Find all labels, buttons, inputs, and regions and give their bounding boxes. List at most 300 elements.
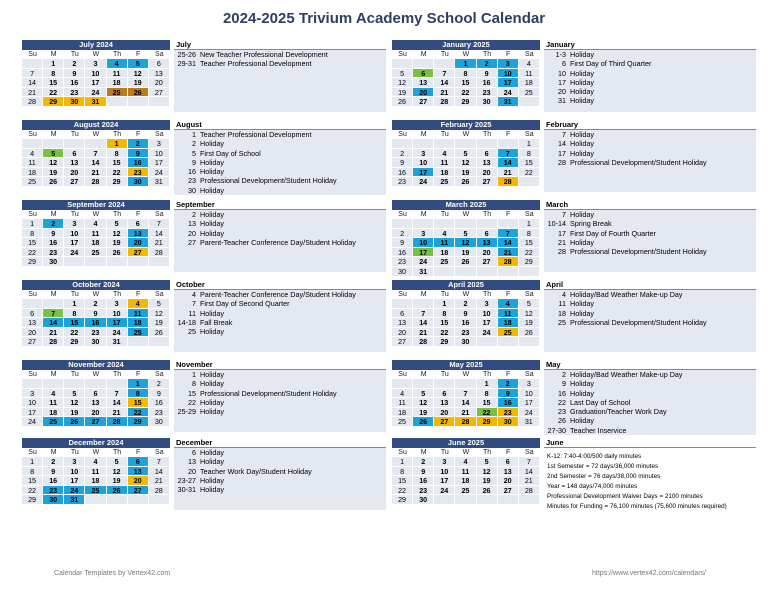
day-cell[interactable]: 16 <box>498 398 519 408</box>
day-cell[interactable]: 19 <box>107 476 128 486</box>
day-cell[interactable]: 11 <box>85 467 106 477</box>
day-cell[interactable]: 6 <box>128 219 149 229</box>
day-cell[interactable]: 28 <box>107 417 128 427</box>
day-cell[interactable]: 12 <box>64 398 85 408</box>
day-cell[interactable]: 26 <box>107 248 128 258</box>
day-cell[interactable]: 13 <box>128 229 149 239</box>
day-cell[interactable]: 4 <box>434 149 455 159</box>
day-cell[interactable]: 16 <box>477 78 498 88</box>
day-cell[interactable]: 21 <box>22 88 43 98</box>
day-cell[interactable]: 26 <box>107 486 128 496</box>
day-cell[interactable]: 29 <box>64 337 85 347</box>
day-cell[interactable]: 26 <box>477 486 498 496</box>
day-cell[interactable]: 22 <box>43 88 64 98</box>
day-cell[interactable]: 18 <box>434 168 455 178</box>
day-cell[interactable]: 16 <box>43 476 64 486</box>
day-cell[interactable]: 11 <box>434 158 455 168</box>
day-cell[interactable]: 23 <box>392 257 413 267</box>
day-cell[interactable]: 11 <box>43 398 64 408</box>
day-cell[interactable]: 1 <box>519 219 540 229</box>
day-cell[interactable]: 14 <box>22 78 43 88</box>
day-cell[interactable]: 3 <box>149 139 170 149</box>
day-cell[interactable]: 10 <box>64 229 85 239</box>
day-cell[interactable]: 24 <box>64 486 85 496</box>
day-cell[interactable]: 18 <box>128 318 149 328</box>
day-cell[interactable]: 24 <box>85 88 106 98</box>
day-cell[interactable]: 17 <box>413 168 434 178</box>
day-cell[interactable]: 28 <box>43 337 64 347</box>
day-cell[interactable]: 24 <box>477 328 498 338</box>
day-cell[interactable]: 28 <box>519 486 540 496</box>
day-cell[interactable]: 18 <box>107 78 128 88</box>
day-cell[interactable]: 20 <box>413 88 434 98</box>
day-cell[interactable]: 18 <box>43 408 64 418</box>
day-cell[interactable]: 14 <box>413 318 434 328</box>
day-cell[interactable]: 7 <box>107 389 128 399</box>
day-cell[interactable]: 2 <box>498 379 519 389</box>
day-cell[interactable]: 19 <box>392 88 413 98</box>
day-cell[interactable]: 2 <box>477 59 498 69</box>
day-cell[interactable]: 22 <box>434 328 455 338</box>
day-cell[interactable]: 22 <box>128 408 149 418</box>
day-cell[interactable]: 16 <box>413 476 434 486</box>
day-cell[interactable]: 24 <box>64 248 85 258</box>
day-cell[interactable]: 24 <box>107 328 128 338</box>
day-cell[interactable]: 14 <box>434 78 455 88</box>
day-cell[interactable]: 10 <box>413 238 434 248</box>
day-cell[interactable]: 14 <box>149 229 170 239</box>
day-cell[interactable]: 19 <box>477 476 498 486</box>
day-cell[interactable]: 10 <box>149 149 170 159</box>
footer-right[interactable]: https://www.vertex42.com/calendars/ <box>592 570 706 577</box>
day-cell[interactable]: 20 <box>22 328 43 338</box>
day-cell[interactable]: 6 <box>64 149 85 159</box>
day-cell[interactable]: 16 <box>128 158 149 168</box>
day-cell[interactable]: 16 <box>149 398 170 408</box>
day-cell[interactable]: 5 <box>107 457 128 467</box>
day-cell[interactable]: 7 <box>149 457 170 467</box>
day-cell[interactable]: 7 <box>455 389 476 399</box>
day-cell[interactable]: 15 <box>434 318 455 328</box>
day-cell[interactable]: 28 <box>434 97 455 107</box>
day-cell[interactable]: 28 <box>149 486 170 496</box>
day-cell[interactable]: 3 <box>477 299 498 309</box>
day-cell[interactable]: 2 <box>43 219 64 229</box>
day-cell[interactable]: 21 <box>455 408 476 418</box>
day-cell[interactable]: 14 <box>107 398 128 408</box>
day-cell[interactable]: 25 <box>85 486 106 496</box>
day-cell[interactable]: 26 <box>455 257 476 267</box>
day-cell[interactable]: 7 <box>498 229 519 239</box>
day-cell[interactable]: 5 <box>107 219 128 229</box>
day-cell[interactable]: 4 <box>455 457 476 467</box>
day-cell[interactable]: 30 <box>85 337 106 347</box>
day-cell[interactable]: 15 <box>107 158 128 168</box>
day-cell[interactable]: 25 <box>85 248 106 258</box>
day-cell[interactable]: 13 <box>498 467 519 477</box>
day-cell[interactable]: 8 <box>519 229 540 239</box>
day-cell[interactable]: 1 <box>107 139 128 149</box>
day-cell[interactable]: 1 <box>22 219 43 229</box>
day-cell[interactable]: 4 <box>85 457 106 467</box>
day-cell[interactable]: 29 <box>43 97 64 107</box>
day-cell[interactable]: 26 <box>519 328 540 338</box>
day-cell[interactable]: 27 <box>477 257 498 267</box>
day-cell[interactable]: 12 <box>477 467 498 477</box>
day-cell[interactable]: 4 <box>519 59 540 69</box>
day-cell[interactable]: 28 <box>455 417 476 427</box>
day-cell[interactable]: 14 <box>85 158 106 168</box>
day-cell[interactable]: 5 <box>43 149 64 159</box>
day-cell[interactable]: 4 <box>498 299 519 309</box>
day-cell[interactable]: 21 <box>85 168 106 178</box>
day-cell[interactable]: 20 <box>477 168 498 178</box>
day-cell[interactable]: 12 <box>107 467 128 477</box>
day-cell[interactable]: 3 <box>413 229 434 239</box>
day-cell[interactable]: 21 <box>498 168 519 178</box>
day-cell[interactable]: 31 <box>149 177 170 187</box>
day-cell[interactable]: 24 <box>434 486 455 496</box>
day-cell[interactable]: 11 <box>392 398 413 408</box>
day-cell[interactable]: 25 <box>128 328 149 338</box>
day-cell[interactable]: 10 <box>64 467 85 477</box>
day-cell[interactable]: 10 <box>477 309 498 319</box>
day-cell[interactable]: 5 <box>519 299 540 309</box>
day-cell[interactable]: 26 <box>128 88 149 98</box>
day-cell[interactable]: 4 <box>107 59 128 69</box>
day-cell[interactable]: 30 <box>149 417 170 427</box>
day-cell[interactable]: 16 <box>64 78 85 88</box>
day-cell[interactable]: 25 <box>434 177 455 187</box>
day-cell[interactable]: 13 <box>477 238 498 248</box>
day-cell[interactable]: 23 <box>43 248 64 258</box>
day-cell[interactable]: 17 <box>519 398 540 408</box>
day-cell[interactable]: 3 <box>519 379 540 389</box>
day-cell[interactable]: 2 <box>392 229 413 239</box>
day-cell[interactable]: 6 <box>85 389 106 399</box>
day-cell[interactable]: 8 <box>64 309 85 319</box>
day-cell[interactable]: 21 <box>149 476 170 486</box>
day-cell[interactable]: 4 <box>128 299 149 309</box>
day-cell[interactable]: 28 <box>498 257 519 267</box>
day-cell[interactable]: 14 <box>519 467 540 477</box>
day-cell[interactable]: 2 <box>149 379 170 389</box>
day-cell[interactable]: 19 <box>149 318 170 328</box>
day-cell[interactable]: 2 <box>43 457 64 467</box>
day-cell[interactable]: 17 <box>64 476 85 486</box>
day-cell[interactable]: 9 <box>455 309 476 319</box>
day-cell[interactable]: 22 <box>22 486 43 496</box>
day-cell[interactable]: 3 <box>107 299 128 309</box>
day-cell[interactable]: 27 <box>22 337 43 347</box>
day-cell[interactable]: 12 <box>107 229 128 239</box>
day-cell[interactable]: 20 <box>392 328 413 338</box>
day-cell[interactable]: 10 <box>413 158 434 168</box>
day-cell[interactable]: 26 <box>455 177 476 187</box>
day-cell[interactable]: 19 <box>128 78 149 88</box>
day-cell[interactable]: 3 <box>22 389 43 399</box>
day-cell[interactable]: 10 <box>519 389 540 399</box>
day-cell[interactable]: 31 <box>64 495 85 505</box>
day-cell[interactable]: 29 <box>455 97 476 107</box>
day-cell[interactable]: 15 <box>43 78 64 88</box>
day-cell[interactable]: 10 <box>107 309 128 319</box>
day-cell[interactable]: 21 <box>43 328 64 338</box>
day-cell[interactable]: 30 <box>413 495 434 505</box>
day-cell[interactable]: 16 <box>392 168 413 178</box>
day-cell[interactable]: 26 <box>43 177 64 187</box>
day-cell[interactable]: 27 <box>413 97 434 107</box>
day-cell[interactable]: 10 <box>434 467 455 477</box>
day-cell[interactable]: 10 <box>22 398 43 408</box>
day-cell[interactable]: 25 <box>22 177 43 187</box>
day-cell[interactable]: 14 <box>498 238 519 248</box>
day-cell[interactable]: 15 <box>477 398 498 408</box>
day-cell[interactable]: 22 <box>107 168 128 178</box>
day-cell[interactable]: 2 <box>128 139 149 149</box>
day-cell[interactable]: 29 <box>22 495 43 505</box>
day-cell[interactable]: 30 <box>477 97 498 107</box>
day-cell[interactable]: 11 <box>455 467 476 477</box>
day-cell[interactable]: 15 <box>22 238 43 248</box>
day-cell[interactable]: 19 <box>64 408 85 418</box>
day-cell[interactable]: 9 <box>128 149 149 159</box>
day-cell[interactable]: 14 <box>498 158 519 168</box>
day-cell[interactable]: 2 <box>413 457 434 467</box>
day-cell[interactable]: 5 <box>64 389 85 399</box>
day-cell[interactable]: 31 <box>107 337 128 347</box>
day-cell[interactable]: 18 <box>22 168 43 178</box>
day-cell[interactable]: 25 <box>519 88 540 98</box>
day-cell[interactable]: 9 <box>392 158 413 168</box>
day-cell[interactable]: 13 <box>64 158 85 168</box>
day-cell[interactable]: 23 <box>149 408 170 418</box>
day-cell[interactable]: 2 <box>85 299 106 309</box>
day-cell[interactable]: 9 <box>392 238 413 248</box>
day-cell[interactable]: 8 <box>43 69 64 79</box>
day-cell[interactable]: 6 <box>413 69 434 79</box>
day-cell[interactable]: 20 <box>149 78 170 88</box>
day-cell[interactable]: 12 <box>519 309 540 319</box>
day-cell[interactable]: 9 <box>43 229 64 239</box>
day-cell[interactable]: 23 <box>498 408 519 418</box>
day-cell[interactable]: 23 <box>455 328 476 338</box>
day-cell[interactable]: 22 <box>519 248 540 258</box>
day-cell[interactable]: 12 <box>43 158 64 168</box>
day-cell[interactable]: 16 <box>392 248 413 258</box>
day-cell[interactable]: 17 <box>149 158 170 168</box>
day-cell[interactable]: 13 <box>434 398 455 408</box>
day-cell[interactable]: 17 <box>498 78 519 88</box>
day-cell[interactable]: 12 <box>413 398 434 408</box>
day-cell[interactable]: 28 <box>149 248 170 258</box>
day-cell[interactable]: 11 <box>519 69 540 79</box>
day-cell[interactable]: 22 <box>64 328 85 338</box>
day-cell[interactable]: 16 <box>455 318 476 328</box>
day-cell[interactable]: 3 <box>64 219 85 229</box>
day-cell[interactable]: 7 <box>149 219 170 229</box>
day-cell[interactable]: 1 <box>43 59 64 69</box>
day-cell[interactable]: 12 <box>149 309 170 319</box>
day-cell[interactable]: 23 <box>85 328 106 338</box>
day-cell[interactable]: 5 <box>149 299 170 309</box>
day-cell[interactable]: 9 <box>64 69 85 79</box>
day-cell[interactable]: 14 <box>455 398 476 408</box>
day-cell[interactable]: 15 <box>455 78 476 88</box>
day-cell[interactable]: 1 <box>64 299 85 309</box>
day-cell[interactable]: 20 <box>434 408 455 418</box>
day-cell[interactable]: 11 <box>498 309 519 319</box>
day-cell[interactable]: 26 <box>413 417 434 427</box>
day-cell[interactable]: 3 <box>64 457 85 467</box>
day-cell[interactable]: 15 <box>64 318 85 328</box>
day-cell[interactable]: 20 <box>85 408 106 418</box>
day-cell[interactable]: 30 <box>43 257 64 267</box>
day-cell[interactable]: 19 <box>519 318 540 328</box>
day-cell[interactable]: 1 <box>392 457 413 467</box>
day-cell[interactable]: 15 <box>392 476 413 486</box>
day-cell[interactable]: 31 <box>413 267 434 277</box>
day-cell[interactable]: 7 <box>519 457 540 467</box>
day-cell[interactable]: 4 <box>43 389 64 399</box>
day-cell[interactable]: 12 <box>392 78 413 88</box>
day-cell[interactable]: 1 <box>455 59 476 69</box>
day-cell[interactable]: 23 <box>392 177 413 187</box>
day-cell[interactable]: 6 <box>477 229 498 239</box>
day-cell[interactable]: 18 <box>434 248 455 258</box>
day-cell[interactable]: 29 <box>128 417 149 427</box>
day-cell[interactable]: 5 <box>477 457 498 467</box>
day-cell[interactable]: 31 <box>519 417 540 427</box>
day-cell[interactable]: 12 <box>455 158 476 168</box>
day-cell[interactable]: 1 <box>128 379 149 389</box>
day-cell[interactable]: 7 <box>498 149 519 159</box>
day-cell[interactable]: 1 <box>519 139 540 149</box>
day-cell[interactable]: 1 <box>22 457 43 467</box>
day-cell[interactable]: 6 <box>498 457 519 467</box>
day-cell[interactable]: 23 <box>64 88 85 98</box>
day-cell[interactable]: 20 <box>64 168 85 178</box>
day-cell[interactable]: 7 <box>22 69 43 79</box>
day-cell[interactable]: 7 <box>85 149 106 159</box>
day-cell[interactable]: 30 <box>43 495 64 505</box>
day-cell[interactable]: 3 <box>434 457 455 467</box>
day-cell[interactable]: 25 <box>434 257 455 267</box>
day-cell[interactable]: 11 <box>434 238 455 248</box>
day-cell[interactable]: 5 <box>413 389 434 399</box>
day-cell[interactable]: 27 <box>128 486 149 496</box>
day-cell[interactable]: 20 <box>128 476 149 486</box>
day-cell[interactable]: 7 <box>434 69 455 79</box>
day-cell[interactable]: 22 <box>392 486 413 496</box>
day-cell[interactable]: 28 <box>413 337 434 347</box>
day-cell[interactable]: 8 <box>519 149 540 159</box>
day-cell[interactable]: 23 <box>43 486 64 496</box>
day-cell[interactable]: 19 <box>43 168 64 178</box>
day-cell[interactable]: 24 <box>22 417 43 427</box>
day-cell[interactable]: 13 <box>413 78 434 88</box>
day-cell[interactable]: 25 <box>107 88 128 98</box>
day-cell[interactable]: 25 <box>498 328 519 338</box>
day-cell[interactable]: 13 <box>392 318 413 328</box>
day-cell[interactable]: 9 <box>498 389 519 399</box>
day-cell[interactable]: 9 <box>85 309 106 319</box>
day-cell[interactable]: 10 <box>498 69 519 79</box>
day-cell[interactable]: 5 <box>455 149 476 159</box>
day-cell[interactable]: 8 <box>455 69 476 79</box>
day-cell[interactable]: 5 <box>128 59 149 69</box>
day-cell[interactable]: 17 <box>413 248 434 258</box>
day-cell[interactable]: 2 <box>64 59 85 69</box>
day-cell[interactable]: 1 <box>434 299 455 309</box>
day-cell[interactable]: 17 <box>477 318 498 328</box>
day-cell[interactable]: 17 <box>22 408 43 418</box>
day-cell[interactable]: 7 <box>43 309 64 319</box>
day-cell[interactable]: 29 <box>107 177 128 187</box>
day-cell[interactable]: 21 <box>107 408 128 418</box>
day-cell[interactable]: 19 <box>413 408 434 418</box>
day-cell[interactable]: 10 <box>85 69 106 79</box>
day-cell[interactable]: 5 <box>455 229 476 239</box>
day-cell[interactable]: 6 <box>477 149 498 159</box>
day-cell[interactable]: 11 <box>22 158 43 168</box>
day-cell[interactable]: 18 <box>392 408 413 418</box>
day-cell[interactable]: 18 <box>455 476 476 486</box>
day-cell[interactable]: 12 <box>128 69 149 79</box>
day-cell[interactable]: 16 <box>85 318 106 328</box>
day-cell[interactable]: 24 <box>498 88 519 98</box>
day-cell[interactable]: 9 <box>149 389 170 399</box>
footer-left[interactable]: Calendar Templates by Vertex42.com <box>54 570 171 577</box>
day-cell[interactable]: 19 <box>455 168 476 178</box>
day-cell[interactable]: 18 <box>498 318 519 328</box>
day-cell[interactable]: 7 <box>413 309 434 319</box>
day-cell[interactable]: 8 <box>22 229 43 239</box>
day-cell[interactable]: 8 <box>128 389 149 399</box>
day-cell[interactable]: 6 <box>149 59 170 69</box>
day-cell[interactable]: 29 <box>519 257 540 267</box>
day-cell[interactable]: 29 <box>477 417 498 427</box>
day-cell[interactable]: 14 <box>149 467 170 477</box>
day-cell[interactable]: 15 <box>22 476 43 486</box>
day-cell[interactable]: 21 <box>434 88 455 98</box>
day-cell[interactable]: 15 <box>519 238 540 248</box>
day-cell[interactable]: 9 <box>413 467 434 477</box>
day-cell[interactable]: 28 <box>22 97 43 107</box>
day-cell[interactable]: 13 <box>477 158 498 168</box>
day-cell[interactable]: 29 <box>434 337 455 347</box>
day-cell[interactable]: 30 <box>498 417 519 427</box>
day-cell[interactable]: 26 <box>392 97 413 107</box>
day-cell[interactable]: 6 <box>392 309 413 319</box>
day-cell[interactable]: 6 <box>22 309 43 319</box>
day-cell[interactable]: 4 <box>392 389 413 399</box>
day-cell[interactable]: 3 <box>85 59 106 69</box>
day-cell[interactable]: 8 <box>392 467 413 477</box>
day-cell[interactable]: 4 <box>22 149 43 159</box>
day-cell[interactable]: 11 <box>128 309 149 319</box>
day-cell[interactable]: 2 <box>392 149 413 159</box>
day-cell[interactable]: 15 <box>519 158 540 168</box>
day-cell[interactable]: 14 <box>43 318 64 328</box>
day-cell[interactable]: 6 <box>128 457 149 467</box>
day-cell[interactable]: 8 <box>477 389 498 399</box>
day-cell[interactable]: 6 <box>434 389 455 399</box>
day-cell[interactable]: 13 <box>128 467 149 477</box>
day-cell[interactable]: 29 <box>22 257 43 267</box>
day-cell[interactable]: 17 <box>64 238 85 248</box>
day-cell[interactable]: 30 <box>392 267 413 277</box>
